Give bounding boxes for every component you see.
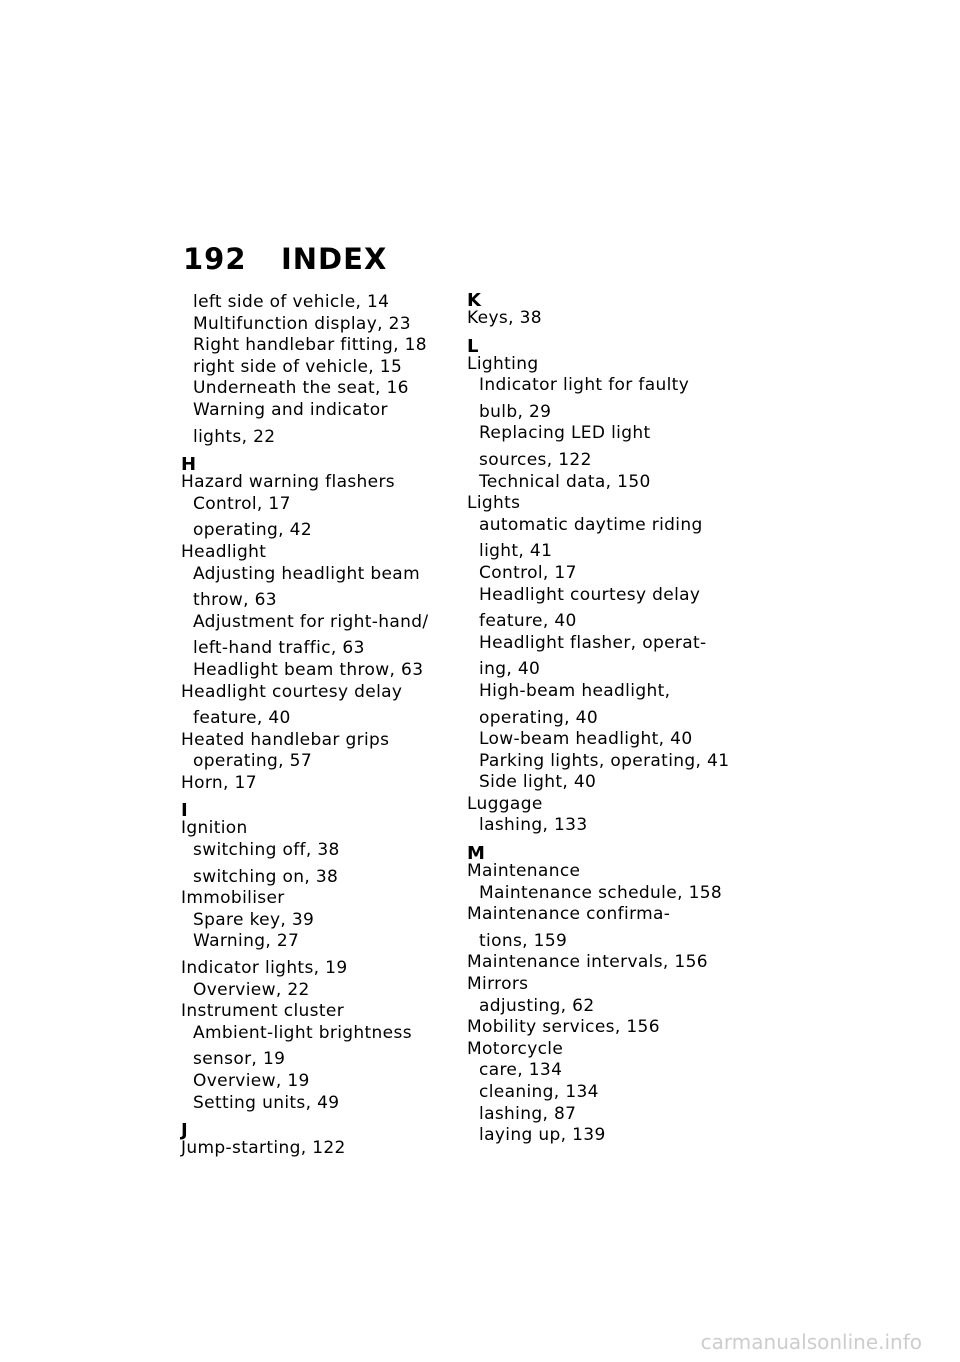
- index-entry: Lights: [467, 493, 521, 514]
- index-subentry: Ambient-light brightness: [193, 1022, 412, 1043]
- index-subentry: lashing, 87: [479, 1103, 577, 1124]
- index-subentry: Parking lights, operating, 41: [479, 750, 730, 771]
- index-section-letter: J: [181, 1120, 188, 1142]
- index-subentry: Adjustment for right-hand/: [193, 611, 429, 632]
- index-entry: Keys, 38: [467, 308, 542, 328]
- index-subentry: Warning and indicator: [193, 399, 388, 420]
- index-subentry: left-hand traffic, 63: [193, 638, 365, 659]
- index-subentry: operating, 42: [193, 520, 313, 541]
- index-column-right: [467, 292, 752, 1147]
- index-subentry: lashing, 133: [479, 815, 588, 836]
- index-subentry: High-beam headlight,: [479, 680, 671, 701]
- index-entry: Jump-starting, 122: [181, 1138, 346, 1159]
- index-subentry: Headlight courtesy delay: [479, 584, 701, 605]
- index-subentry: Control, 17: [479, 562, 577, 583]
- index-subentry: cleaning, 134: [479, 1082, 599, 1102]
- index-subentry: bulb, 29: [479, 401, 552, 422]
- index-subentry: automatic daytime riding: [479, 514, 703, 535]
- index-subentry: Underneath the seat, 16: [193, 378, 409, 399]
- index-subentry: Overview, 19: [193, 1071, 310, 1091]
- index-entry: Heated handlebar grips: [181, 729, 390, 750]
- index-subentry: Side light, 40: [479, 772, 597, 793]
- index-subentry: Spare key, 39: [193, 909, 315, 930]
- index-subentry: Control, 17: [193, 493, 291, 514]
- index-entry: Headlight courtesy delay: [181, 681, 403, 702]
- index-subentry: Headlight flasher, operat-: [479, 632, 707, 653]
- index-subentry: Adjusting headlight beam: [193, 563, 420, 584]
- index-entry: Maintenance confirma-: [467, 904, 671, 925]
- index-subentry: light, 41: [479, 541, 553, 562]
- index-entry: Immobiliser: [181, 888, 285, 909]
- index-subentry: sensor, 19: [193, 1049, 286, 1070]
- index-subentry: sources, 122: [479, 449, 592, 470]
- index-entry: Horn, 17: [181, 772, 257, 793]
- index-subentry: lights, 22: [193, 426, 276, 447]
- index-subentry: left side of vehicle, 14: [193, 292, 390, 312]
- index-subentry: ing, 40: [479, 659, 541, 680]
- index-subentry: tions, 159: [479, 930, 568, 951]
- index-subentry: adjusting, 62: [479, 995, 595, 1016]
- index-entry: Maintenance intervals, 156: [467, 952, 708, 973]
- index-entry: Maintenance: [467, 861, 581, 882]
- index-subentry: Maintenance schedule, 158: [479, 882, 723, 903]
- index-entry: Ignition: [181, 818, 248, 839]
- index-entry: Motorcycle: [467, 1038, 564, 1059]
- index-subentry: Headlight beam throw, 63: [193, 659, 424, 680]
- index-entry: Indicator lights, 19: [181, 958, 348, 979]
- index-subentry: Low-beam headlight, 40: [479, 729, 693, 750]
- page-header: [183, 242, 387, 278]
- index-column-left: [181, 292, 466, 1160]
- page-title: INDEX: [281, 242, 388, 276]
- index-section-letter: M: [467, 843, 485, 865]
- index-entry: Lighting: [467, 353, 539, 374]
- index-subentry: Replacing LED light: [479, 423, 651, 444]
- index-subentry: operating, 40: [479, 707, 599, 728]
- index-subentry: switching off, 38: [193, 840, 340, 861]
- index-section-letter: I: [181, 800, 188, 822]
- index-section-letter: K: [467, 290, 481, 311]
- index-subentry: Overview, 22: [193, 979, 310, 1000]
- watermark: carmanualsonline.info: [700, 1330, 922, 1354]
- index-subentry: Multifunction display, 23: [193, 313, 411, 334]
- index-subentry: Right handlebar fitting, 18: [193, 335, 427, 356]
- index-subentry: care, 134: [479, 1060, 563, 1081]
- index-entry: Hazard warning flashers: [181, 472, 396, 493]
- page-number: 192: [183, 242, 247, 276]
- index-subentry: Technical data, 150: [479, 471, 651, 492]
- index-subentry: laying up, 139: [479, 1125, 606, 1146]
- index-entry: Mirrors: [467, 974, 529, 995]
- index-subentry: operating, 57: [193, 751, 313, 772]
- index-subentry: Setting units, 49: [193, 1092, 340, 1113]
- index-subentry: feature, 40: [479, 611, 577, 632]
- index-entry: Instrument cluster: [181, 1001, 345, 1022]
- index-entry: Luggage: [467, 793, 543, 814]
- index-subentry: Warning, 27: [193, 931, 300, 952]
- index-entry: Mobility services, 156: [467, 1017, 660, 1038]
- index-subentry: feature, 40: [193, 708, 291, 729]
- index-subentry: right side of vehicle, 15: [193, 356, 403, 377]
- index-entry: Headlight: [181, 541, 267, 562]
- index-section-letter: L: [467, 335, 479, 357]
- index-subentry: throw, 63: [193, 590, 277, 611]
- index-subentry: Indicator light for faulty: [479, 375, 690, 396]
- index-subentry: switching on, 38: [193, 866, 339, 887]
- index-section-letter: H: [181, 454, 197, 476]
